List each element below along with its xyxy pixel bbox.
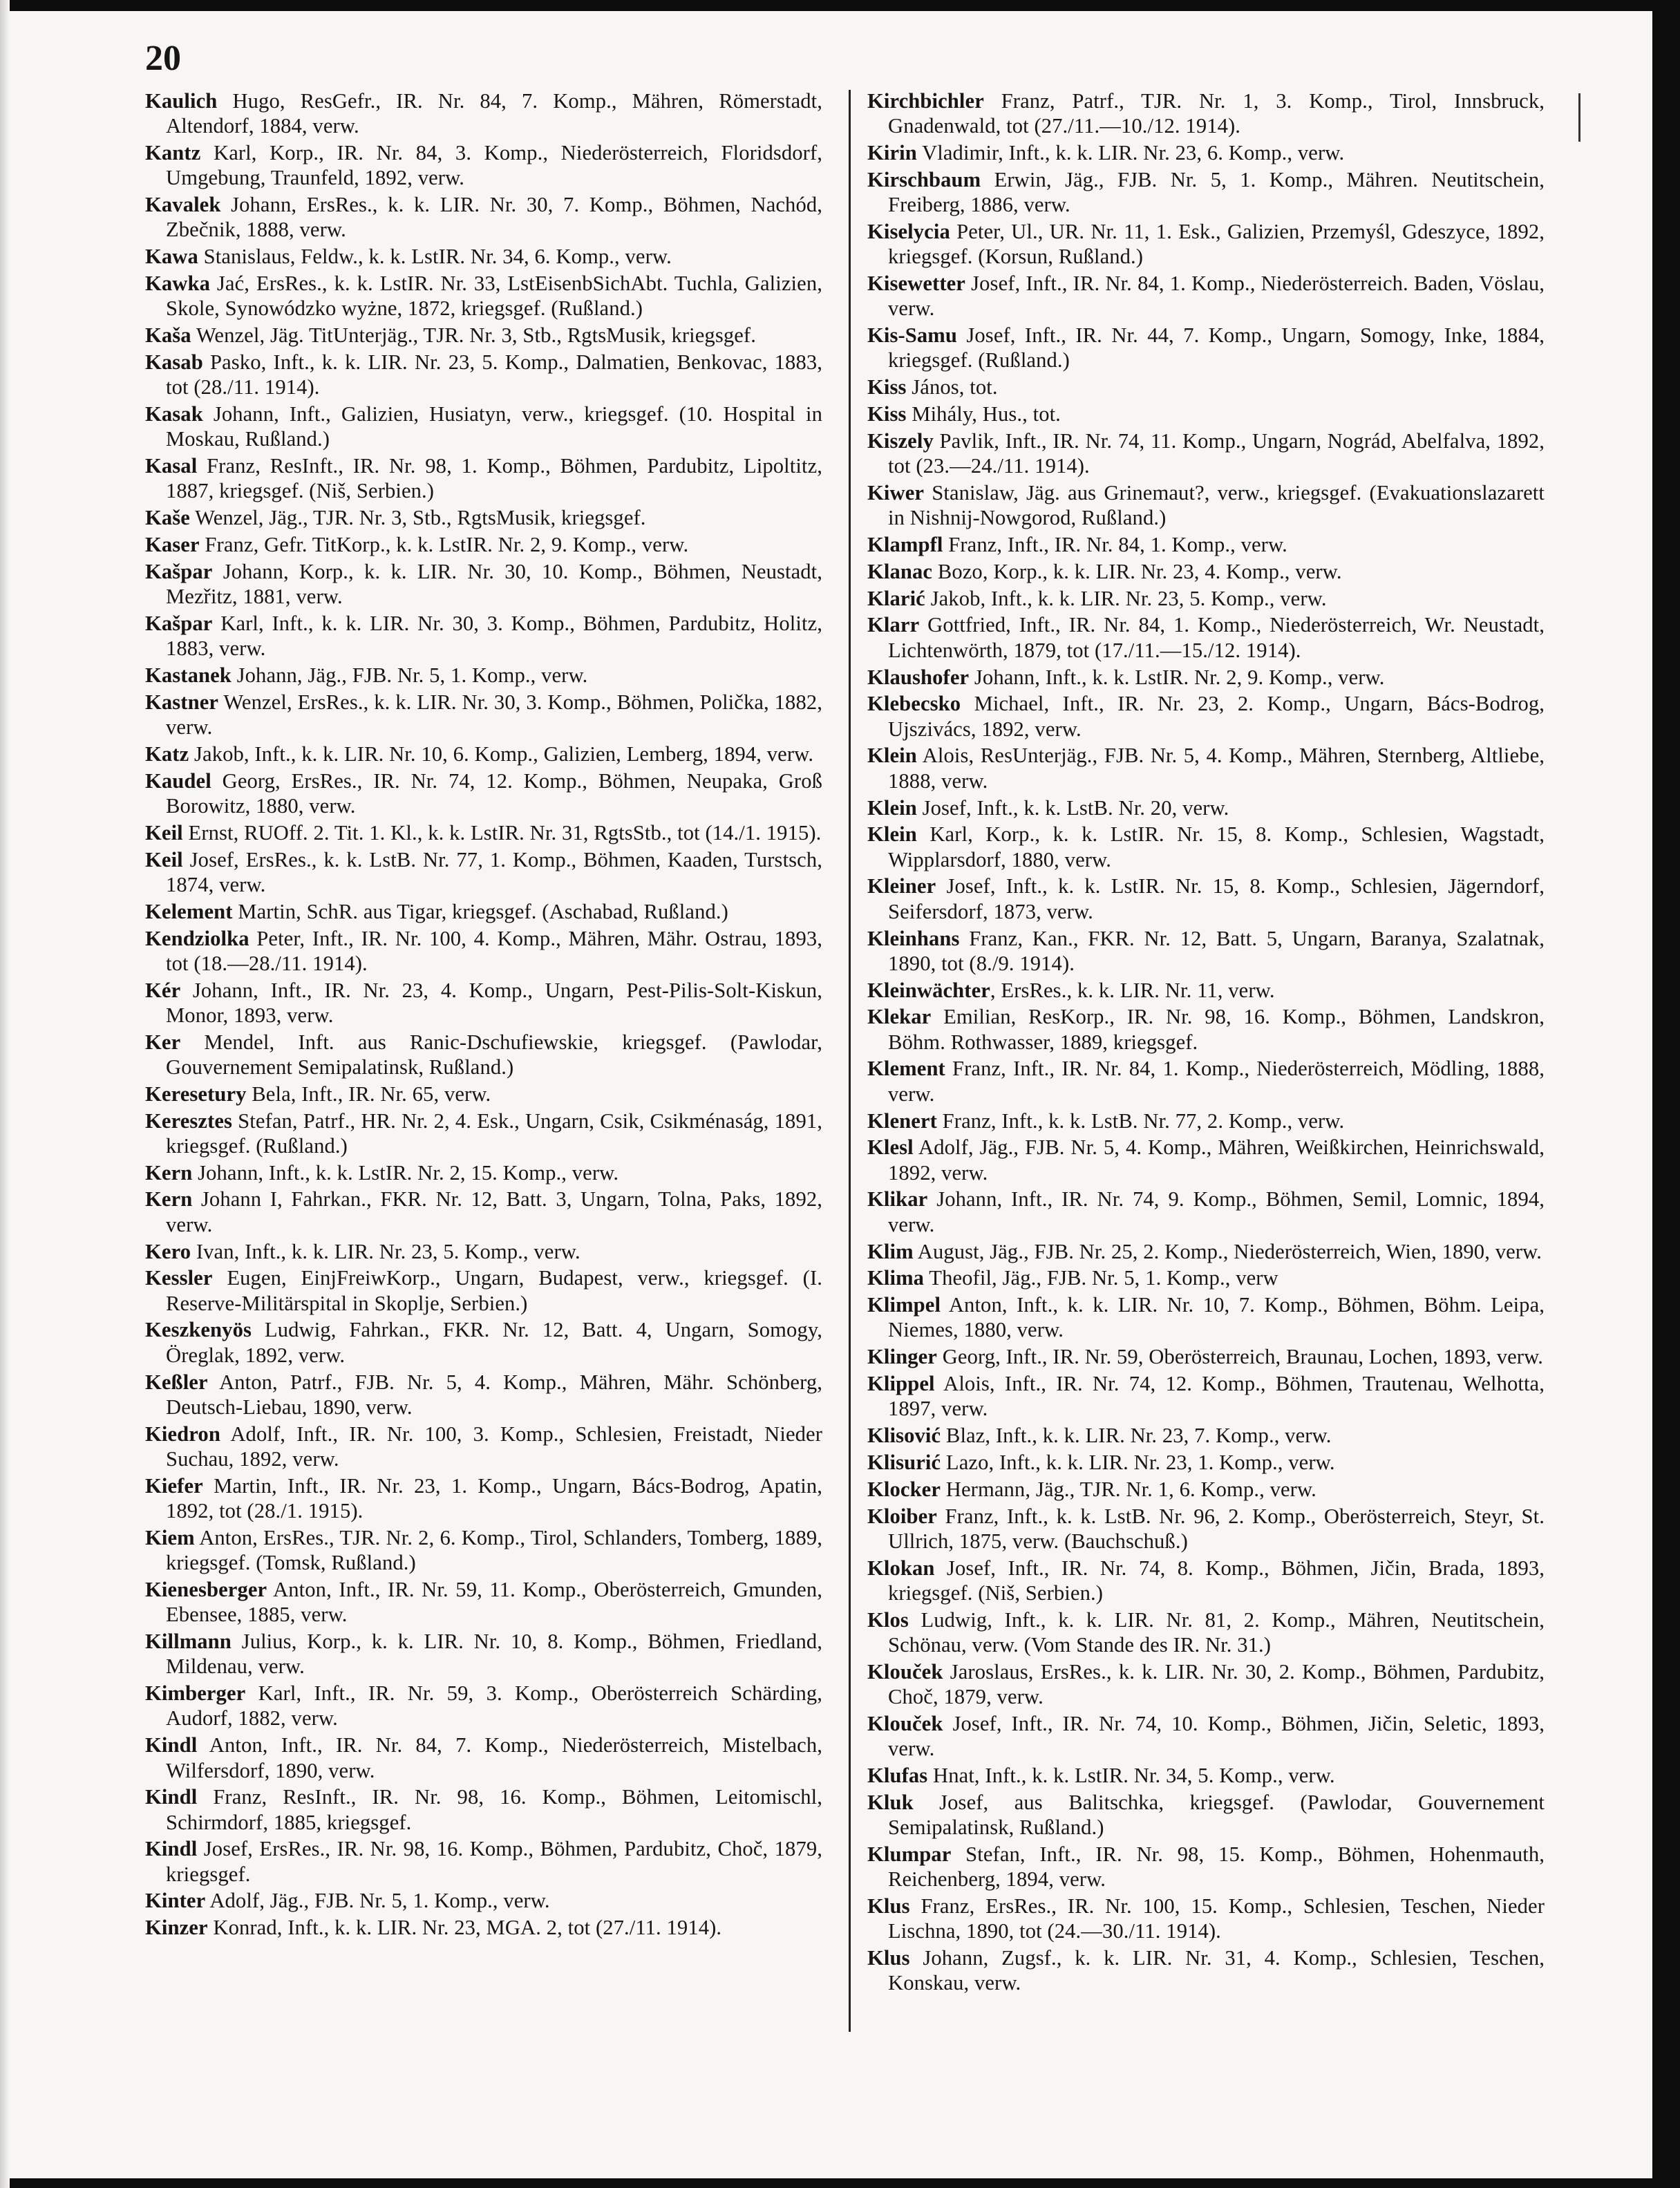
entry-surname: Kasal [145,454,198,478]
entry-surname: Klaushofer [867,665,970,689]
entry-surname: Kern [145,1187,193,1211]
register-entry [867,1265,1545,1290]
register-entry [145,1265,822,1316]
entry-details: Josef, Inft., k. k. LstB. Nr. 20, verw. [916,795,1229,820]
entry-surname: Kašpar [145,559,213,583]
register-entry [145,926,822,977]
page-number: 20 [145,39,181,78]
register-entry [867,559,1545,584]
entry-surname: Kaulich [145,89,218,113]
entry-surname: Klima [867,1266,925,1290]
register-entry [145,1681,822,1731]
entry-surname: Klus [867,1946,910,1970]
entry-surname: Klebecsko [867,692,961,716]
entry-surname: Kendziolka [145,926,249,950]
register-entry [867,1945,1545,1996]
register-entry [867,822,1545,872]
entry-details: Stanislaw, Jäg. aus Grinemaut?, verw., kriegsgef. (Evakuationslazarett in Nishnij-Nowgorod, Rußland.) [888,480,1545,530]
entry-details: Peter, Ul., UR. Nr. 11, 1. Esk., Galizien, Przemyśl, Gdeszyce, 1892, kriegsgef. (Korsun, Rußland.) [888,219,1545,269]
entry-surname: Kasak [145,402,203,426]
entry-surname: Kirchbichler [867,89,984,113]
register-entry [145,1160,822,1185]
entry-surname: Kelement [145,899,233,923]
register-entry [867,1894,1545,1944]
register-entry [867,978,1545,1003]
entry-surname: Klos [867,1607,909,1632]
entry-surname: Kiss [867,375,907,399]
entry-surname: Keil [145,847,183,871]
entry-surname: Keresztes [145,1109,233,1133]
register-entry [867,1763,1545,1788]
entry-details: Martin, SchR. aus Tigar, kriegsgef. (Aschabad, Rußland.) [232,899,728,923]
entry-details: Adolf, Inft., IR. Nr. 100, 3. Komp., Schlesien, Freistadt, Nieder Suchau, 1892, verw. [166,1422,822,1471]
register-entry [145,1629,822,1679]
entry-surname: Keszkenyös [145,1318,252,1342]
register-entry [145,663,822,688]
entry-details: Anton, Patrf., FJB. Nr. 5, 4. Komp., Mähren, Mähr. Schönberg, Deutsch-Liebau, 1890, verw. [166,1370,822,1419]
register-entry [145,402,822,452]
entry-details: Ludwig, Inft., k. k. LIR. Nr. 81, 2. Komp., Mähren, Neutitschein, Schönau, verw. (Vom Stande des IR. Nr. 31.) [888,1607,1545,1657]
entry-surname: Killmann [145,1630,232,1654]
entry-details: Martin, Inft., IR. Nr. 23, 1. Komp., Ungarn, Bács-Bodrog, Apatin, 1892, tot (28./1. 1915). [166,1473,822,1523]
entry-surname: Kienesberger [145,1577,267,1601]
register-entry [867,1004,1545,1055]
entry-surname: Klampfl [867,533,943,557]
entry-surname: Kiefer [145,1473,203,1498]
entry-details: Johann, Inft., IR. Nr. 74, 9. Komp., Böhmen, Semil, Lomnic, 1894, verw. [888,1187,1545,1236]
entry-details: Franz, Gefr. TitKorp., k. k. LstIR. Nr. 2, 9. Komp., verw. [199,533,689,557]
entry-surname: Kessler [145,1266,213,1290]
entry-surname: Kis-Samu [867,323,958,348]
entry-details: Franz, Inft., k. k. LstB. Nr. 77, 2. Komp., verw. [936,1109,1345,1133]
register-entry [867,691,1545,742]
entry-details: Adolf, Jäg., FJB. Nr. 5, 1. Komp., verw. [205,1889,550,1913]
entry-details: Stanislaus, Feldw., k. k. LstIR. Nr. 34, 6. Komp., verw. [198,245,672,269]
entry-surname: Kiedron [145,1422,220,1446]
entry-surname: Kawa [145,245,198,269]
register-entry [867,665,1545,690]
register-entry [867,1711,1545,1762]
entry-details: Ludwig, Fahrkan., FKR. Nr. 12, Batt. 4, Ungarn, Somogy, Öreglak, 1892, verw. [166,1318,822,1367]
entry-surname: Kluk [867,1790,914,1814]
entry-surname: Kimberger [145,1681,246,1706]
entry-surname: Kiszely [867,428,934,453]
register-entry [867,532,1545,557]
entry-details: Wenzel, ErsRes., k. k. LIR. Nr. 30, 3. Komp., Böhmen, Polička, 1882, verw. [166,690,822,739]
register-entry [145,323,822,348]
register-entry [867,743,1545,793]
register-entry [145,559,822,610]
entry-details: Karl, Korp., k. k. LstIR. Nr. 15, 8. Komp., Schlesien, Wagstadt, Wipplarsdorf, 1880, verw. [888,822,1545,871]
register-entry [867,1450,1545,1475]
entry-surname: Keil [145,820,183,845]
entry-details: Josef, Inft., IR. Nr. 44, 7. Komp., Ungarn, Somogy, Inke, 1884, kriegsgef. (Rußland.) [888,323,1545,372]
register-entry [145,505,822,530]
entry-details: Johann, Inft., k. k. LstIR. Nr. 2, 15. Komp., verw. [192,1160,619,1185]
register-entry [867,795,1545,820]
register-entry [145,192,822,243]
register-entry [145,847,822,898]
register-entry [145,768,822,819]
register-entry [145,1082,822,1106]
entry-surname: Kaudel [145,768,211,793]
entry-details: Bozo, Korp., k. k. LIR. Nr. 23, 4. Komp., verw. [932,559,1342,583]
register-entry [867,428,1545,479]
entry-surname: Klement [867,1057,945,1081]
entry-surname: Klocker [867,1477,941,1501]
register-entry [145,1422,822,1472]
register-entry [867,926,1545,977]
entry-surname: Kaša [145,323,191,348]
register-entry [145,611,822,661]
entry-surname: Klufas [867,1764,928,1787]
entry-surname: Kavalek [145,193,221,217]
entry-details: János, tot. [906,375,998,399]
scan-border-bottom [0,2178,1680,2188]
entry-details: Mihály, Hus., tot. [906,402,1061,426]
register-entry [145,1836,822,1887]
entry-details: Anton, Inft., IR. Nr. 59, 11. Komp., Oberösterreich, Gmunden, Ebensee, 1885, verw. [166,1577,822,1627]
entry-details: Pavlik, Inft., IR. Nr. 74, 11. Komp., Ungarn, Nográd, Abelfalva, 1892, tot (23.—24./11. 1914). [888,428,1545,478]
register-entry [867,1504,1545,1554]
entry-surname: Klumpar [867,1842,952,1866]
entry-surname: Klein [867,795,917,820]
register-entry [145,978,822,1028]
register-entry [867,1239,1545,1264]
register-entry [145,742,822,766]
entry-surname: Kiselycia [867,219,950,243]
entry-surname: Kinter [145,1889,206,1913]
register-entry [867,874,1545,924]
entry-details: Jaroslaus, ErsRes., k. k. LIR. Nr. 30, 2. Komp., Böhmen, Pardubitz, Choč, 1879, verw. [888,1659,1545,1709]
entry-details: Johann, Jäg., FJB. Nr. 5, 1. Komp., verw. [231,663,588,688]
register-entry [145,350,822,400]
entry-surname: Kawka [145,272,210,296]
register-entry [145,1030,822,1080]
entry-details: Ernst, RUOff. 2. Tit. 1. Kl., k. k. LstIR. Nr. 31, RgtsStb., tot (14./1. 1915). [182,820,822,845]
entry-surname: Kindl [145,1837,198,1861]
entry-details: Josef, ErsRes., IR. Nr. 98, 16. Komp., Böhmen, Pardubitz, Choč, 1879, kriegsgef. [166,1837,822,1886]
entry-surname: Kindl [145,1733,198,1757]
entry-details: Julius, Korp., k. k. LIR. Nr. 10, 8. Komp., Böhmen, Friedland, Mildenau, verw. [166,1630,822,1679]
entry-surname: Klarr [867,613,920,637]
register-entry [145,820,822,845]
register-entry [867,1477,1545,1502]
entry-details: Eugen, EinjFreiwKorp., Ungarn, Budapest, verw., kriegsgef. (I. Reserve-Militärspital in Skoplje, Serbien.) [166,1266,822,1315]
entry-details: Alois, ResUnterjäg., FJB. Nr. 5, 4. Komp., Mähren, Sternberg, Altliebe, 1888, verw. [888,744,1545,793]
entry-surname: Kern [145,1160,193,1185]
entry-surname: Kirschbaum [867,167,981,191]
register-entry [867,375,1545,399]
entry-details: Franz, Kan., FKR. Nr. 12, Batt. 5, Ungarn, Baranya, Szalatnak, 1890, tot (8./9. 1914). [888,926,1545,975]
entry-surname: Kaser [145,533,200,557]
entry-details: Theofil, Jäg., FJB. Nr. 5, 1. Komp., verw [924,1266,1278,1290]
entry-details: Georg, Inft., IR. Nr. 59, Oberösterreich, Braunau, Lochen, 1893, verw. [936,1345,1544,1369]
register-entry [867,219,1545,270]
register-entry [145,271,822,321]
register-entry [145,532,822,557]
entry-surname: Klein [867,744,917,768]
right-column [867,88,1545,1997]
register-entry [867,402,1545,426]
entry-surname: Kleiner [867,874,936,898]
entry-surname: Kasab [145,350,203,374]
entry-details: Franz, ResInft., IR. Nr. 98, 16. Komp., Böhmen, Leitomischl, Schirmdorf, 1885, kriegsgef. [166,1785,822,1834]
register-entry [867,612,1545,663]
entry-surname: Kiss [867,402,907,426]
entry-details: Johann I, Fahrkan., FKR. Nr. 12, Batt. 3, Ungarn, Tolna, Paks, 1892, verw. [166,1187,822,1236]
register-entry [867,140,1545,165]
entry-details: Hugo, ResGefr., IR. Nr. 84, 7. Komp., Mähren, Römerstadt, Altendorf, 1884, verw. [166,89,822,138]
entry-details: Jać, ErsRes., k. k. LstIR. Nr. 33, LstEisenbSichAbt. Tuchla, Galizien, Skole, Synowódzko wyżne, 1872, kriegsgef. (Rußland.) [166,272,822,321]
register-entry [145,1888,822,1913]
entry-surname: Kirin [867,141,917,165]
entry-surname: Kaše [145,506,190,530]
entry-details: Johann, Inft., k. k. LstIR. Nr. 2, 9. Komp., verw. [969,665,1385,689]
register-entry [867,586,1545,611]
entry-details: Vladimir, Inft., k. k. LIR. Nr. 23, 6. Komp., verw. [916,141,1345,165]
entry-details: Erwin, Jäg., FJB. Nr. 5, 1. Komp., Mähren. Neutitschein, Freiberg, 1886, verw. [888,167,1545,217]
register-entry [867,323,1545,373]
left-column [145,88,822,1942]
entry-details: Adolf, Jäg., FJB. Nr. 5, 4. Komp., Mähren, Weißkirchen, Heinrichswald, 1892, verw. [888,1135,1545,1185]
entry-surname: Kastner [145,690,219,714]
margin-mark [1578,93,1580,142]
entry-surname: Kér [145,978,181,1002]
entry-details: Karl, Korp., IR. Nr. 84, 3. Komp., Niederösterreich, Floridsdorf, Umgebung, Traunfeld, 1892, verw. [166,141,822,190]
entry-details: Ivan, Inft., k. k. LIR. Nr. 23, 5. Komp., verw. [191,1239,581,1263]
register-entry [867,1344,1545,1369]
register-entry [145,1239,822,1264]
register-entry [145,690,822,740]
register-entry [867,1607,1545,1658]
entry-surname: Kašpar [145,611,213,635]
entry-details: Alois, Inft., IR. Nr. 74, 12. Komp., Böhmen, Trautenau, Welhotta, 1897, verw. [888,1372,1545,1421]
entry-surname: Klokan [867,1556,935,1580]
entry-surname: Kiwer [867,480,925,504]
entry-details: Franz, ErsRes., IR. Nr. 100, 15. Komp., Schlesien, Teschen, Nieder Lischna, 1890, tot (24.—30./11. 1914). [888,1894,1545,1943]
entry-details: Anton, Inft., k. k. LIR. Nr. 10, 7. Komp., Böhmen, Böhm. Leipa, Niemes, 1880, verw. [888,1293,1545,1342]
entry-details: Josef, Inft., IR. Nr. 74, 8. Komp., Böhmen, Jičin, Brada, 1893, kriegsgef. (Niš, Serbien.) [888,1556,1545,1605]
register-entry [867,1109,1545,1133]
entry-surname: Klesl [867,1135,914,1160]
entry-surname: Kantz [145,141,201,165]
entry-details: Hnat, Inft., k. k. LstIR. Nr. 34, 5. Komp., verw. [927,1764,1335,1787]
entry-details: Blaz, Inft., k. k. LIR. Nr. 23, 7. Komp., verw. [941,1424,1332,1448]
scan-border-right [1652,0,1680,2188]
entry-surname: Klouček [867,1659,943,1684]
entry-details: Johann, Korp., k. k. LIR. Nr. 30, 10. Komp., Böhmen, Neustadt, Mezřitz, 1881, verw. [166,559,822,609]
entry-surname: Klein [867,822,917,847]
entry-surname: Klekar [867,1005,932,1029]
scan-border-top [0,0,1680,11]
register-entry [867,88,1545,139]
entry-details: Lazo, Inft., k. k. LIR. Nr. 23, 1. Komp., verw. [941,1450,1335,1474]
register-entry [145,1317,822,1368]
entry-details: Wenzel, Jäg. TitUnterjäg., TJR. Nr. 3, Stb., RgtsMusik, kriegsgef. [191,323,756,348]
entry-surname: Kiem [145,1525,195,1549]
entry-details: Mendel, Inft. aus Ranic-Dschufiewskie, kriegsgef. (Pawlodar, Gouvernement Semipalatinsk, Rußland.) [166,1030,822,1079]
register-entry [867,1423,1545,1448]
entry-details: Josef, aus Balitschka, kriegsgef. (Pawlodar, Gouvernement Semipalatinsk, Rußland.) [888,1790,1545,1840]
entry-details: Johann, Inft., Galizien, Husiatyn, verw., kriegsgef. (10. Hospital in Moskau, Rußland.) [166,402,822,451]
register-entry [867,1056,1545,1106]
entry-details: Konrad, Inft., k. k. LIR. Nr. 23, MGA. 2, tot (27./11. 1914). [207,1916,722,1940]
entry-surname: Kloiber [867,1504,937,1528]
entry-details: Franz, Inft., k. k. LstB. Nr. 96, 2. Komp., Oberösterreich, Steyr, St. Ullrich, 1875, verw. (Bauchschuß.) [888,1504,1545,1553]
entry-details: Jakob, Inft., k. k. LIR. Nr. 23, 5. Komp., verw. [925,586,1327,610]
register-entry [867,1292,1545,1343]
register-entry [145,1370,822,1420]
entry-surname: Kleinhans [867,926,960,950]
entry-details: Stefan, Patrf., HR. Nr. 2, 4. Esk., Ungarn, Csik, Csikménaság, 1891, kriegsgef. (Rußland.) [166,1109,822,1158]
entry-surname: Kero [145,1239,191,1263]
entry-details: Emilian, ResKorp., IR. Nr. 98, 16. Komp., Böhmen, Landskron, Böhm. Rothwasser, 1889, kriegsgef. [888,1005,1545,1054]
entry-details: Georg, ErsRes., IR. Nr. 74, 12. Komp., Böhmen, Neupaka, Groß Borowitz, 1880, verw. [166,768,822,818]
entry-details: Anton, ErsRes., TJR. Nr. 2, 6. Komp., Tirol, Schlanders, Tomberg, 1889, kriegsgef. (Tomsk, Rußland.) [166,1525,822,1575]
entry-surname: Klinger [867,1345,937,1369]
entry-surname: Klim [867,1239,914,1263]
register-entry [145,1784,822,1835]
entry-surname: Klisović [867,1424,941,1448]
entry-details: Franz, ResInft., IR. Nr. 98, 1. Komp., Böhmen, Pardubitz, Lipoltitz, 1887, kriegsgef. (Niš, Serbien.) [166,454,822,503]
entry-details: Gottfried, Inft., IR. Nr. 84, 1. Komp., Niederösterreich, Wr. Neustadt, Lichtenwörth, 1879, tot (17./11.—15./12. 1914). [888,613,1545,662]
entry-surname: Ker [145,1030,181,1054]
entry-details: Karl, Inft., k. k. LIR. Nr. 30, 3. Komp., Böhmen, Pardubitz, Holitz, 1883, verw. [166,611,822,661]
register-entry [867,480,1545,531]
register-entry [867,1187,1545,1237]
entry-details: Josef, Inft., k. k. LstIR. Nr. 15, 8. Komp., Schlesien, Jägerndorf, Seifersdorf, 1873, verw. [888,874,1545,923]
register-entry [145,1577,822,1628]
entry-details: Jakob, Inft., k. k. LIR. Nr. 10, 6. Komp., Galizien, Lemberg, 1894, verw. [189,742,814,766]
register-entry [867,1659,1545,1710]
register-entry [867,1371,1545,1422]
entry-details: Hermann, Jäg., TJR. Nr. 1, 6. Komp., verw. [941,1477,1316,1501]
register-entry [145,140,822,191]
entry-surname: Keßler [145,1370,208,1394]
entry-details: Josef, ErsRes., k. k. LstB. Nr. 77, 1. Komp., Böhmen, Kaaden, Turstsch, 1874, verw. [166,847,822,896]
entry-surname: Kleinwächter [867,978,990,1002]
entry-surname: Klouček [867,1711,943,1735]
entry-surname: Keresetury [145,1082,247,1106]
register-entry [867,1135,1545,1185]
entry-details: Josef, Inft., IR. Nr. 84, 1. Komp., Niederösterreich. Baden, Vöslau, verw. [888,272,1545,321]
entry-surname: Klus [867,1894,910,1918]
entry-details: Wenzel, Jäg., TJR. Nr. 3, Stb., RgtsMusik, kriegsgef. [189,506,646,530]
entry-details: Michael, Inft., IR. Nr. 23, 2. Komp., Ungarn, Bács-Bodrog, Ujszivács, 1892, verw. [888,692,1545,741]
entry-surname: Kinzer [145,1916,208,1940]
register-entry [145,1187,822,1237]
entry-details: Johann, ErsRes., k. k. LIR. Nr. 30, 7. Komp., Böhmen, Nachód, Zbečnik, 1888, verw. [166,193,822,242]
entry-details: Johann, Inft., IR. Nr. 23, 4. Komp., Ungarn, Pest-Pilis-Solt-Kiskun, Monor, 1893, verw. [166,978,822,1027]
register-entry [867,271,1545,321]
entry-surname: Kindl [145,1785,198,1809]
register-entry [145,1733,822,1783]
register-entry [145,453,822,504]
register-entry [145,88,822,139]
scan-edge-shadow [0,0,10,2188]
entry-details: Johann, Zugsf., k. k. LIR. Nr. 31, 4. Komp., Schlesien, Teschen, Konskau, verw. [888,1946,1545,1995]
column-divider [849,90,851,2032]
entry-details: Franz, Patrf., TJR. Nr. 1, 3. Komp., Tirol, Innsbruck, Gnadenwald, tot (27./11.—10./12. 1914). [888,89,1545,138]
entry-details: Karl, Inft., IR. Nr. 59, 3. Komp., Oberösterreich Schärding, Audorf, 1882, verw. [166,1681,822,1730]
entry-details: Bela, Inft., IR. Nr. 65, verw. [246,1082,491,1106]
entry-details: August, Jäg., FJB. Nr. 25, 2. Komp., Niederösterreich, Wien, 1890, verw. [913,1239,1542,1263]
entry-details: Franz, Inft., IR. Nr. 84, 1. Komp., verw. [943,533,1287,557]
register-entry [145,1915,822,1940]
entry-surname: Klimpel [867,1293,941,1317]
register-entry [145,1109,822,1159]
entry-surname: Klippel [867,1372,935,1396]
entry-details: Anton, Inft., IR. Nr. 84, 7. Komp., Niederösterreich, Mistelbach, Wilfersdorf, 1890, verw. [166,1733,822,1782]
entry-surname: Kastanek [145,663,232,688]
entry-details: Stefan, Inft., IR. Nr. 98, 15. Komp., Böhmen, Hohenmauth, Reichenberg, 1894, verw. [888,1842,1545,1892]
entry-surname: Klikar [867,1187,928,1211]
entry-surname: Katz [145,742,189,766]
register-entry [867,167,1545,218]
entry-surname: Klenert [867,1109,937,1133]
entry-surname: Klarić [867,586,925,610]
entry-details: Pasko, Inft., k. k. LIR. Nr. 23, 5. Komp., Dalmatien, Benkovac, 1883, tot (28./11. 1914). [166,350,822,399]
entry-details: Peter, Inft., IR. Nr. 100, 4. Komp., Mähren, Mähr. Ostrau, 1893, tot (18.—28./11. 1914). [166,926,822,975]
register-entry [145,1473,822,1524]
entry-details: Franz, Inft., IR. Nr. 84, 1. Komp., Niederösterreich, Mödling, 1888, verw. [888,1057,1545,1106]
entry-surname: Klanac [867,559,933,583]
register-entry [867,1842,1545,1892]
register-entry [867,1556,1545,1606]
entry-details: , ErsRes., k. k. LIR. Nr. 11, verw. [990,978,1275,1002]
register-entry [145,244,822,269]
entry-surname: Klisurić [867,1450,941,1474]
register-entry [867,1790,1545,1840]
register-entry [145,899,822,924]
entry-surname: Kisewetter [867,272,965,296]
register-entry [145,1525,822,1576]
entry-details: Josef, Inft., IR. Nr. 74, 10. Komp., Böhmen, Jičin, Seletic, 1893, verw. [888,1711,1545,1761]
